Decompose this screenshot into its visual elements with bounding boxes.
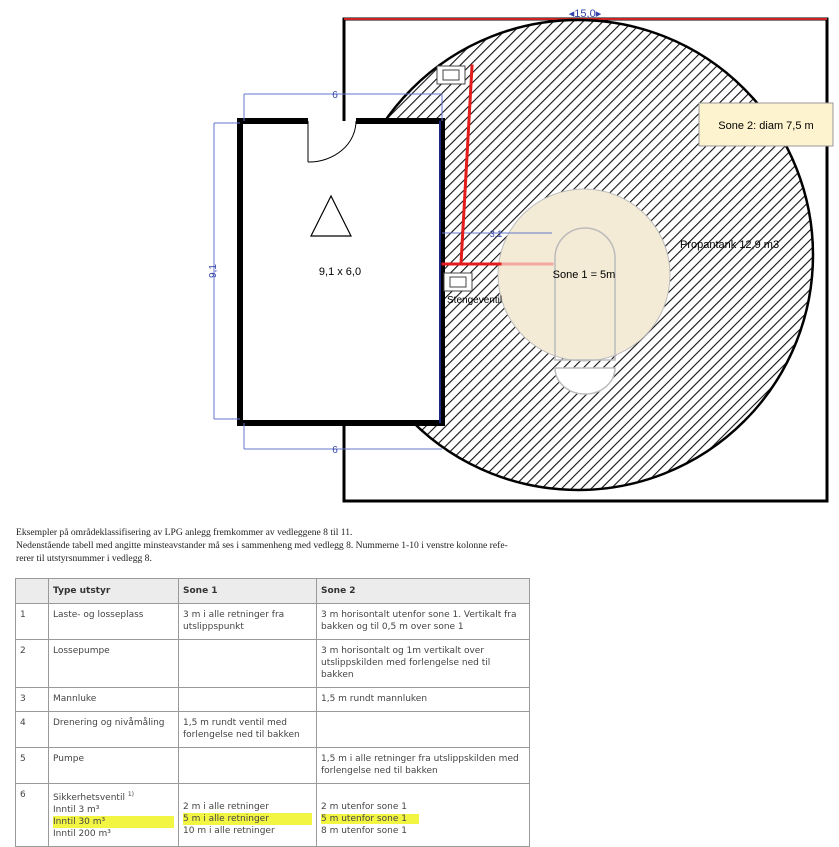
sone1-30m3-highlighted: 5 m i alle retninger [183, 813, 312, 825]
sone1-3m3: 2 m i alle retninger [183, 802, 269, 812]
table-row [16, 712, 530, 748]
cell-sone2 [317, 784, 530, 847]
cell-type: Pumpe [49, 748, 179, 784]
intro-line-1: Eksempler på områdeklassifisering av LPG anlegg fremkommer av vedleggene 8 til 11. [16, 527, 353, 538]
cell-sone2 [317, 712, 530, 748]
table-row [16, 640, 530, 688]
cell-sone2: 1,5 m rundt mannluken [317, 688, 530, 712]
cell-nr: 1 [16, 604, 49, 640]
cell-type: Mannluke [49, 688, 179, 712]
intro-text [16, 526, 536, 565]
intro-line-3: rerer til utstyrsnummer i vedlegg 8. [16, 553, 152, 564]
cell-sone2: 1,5 m i alle retninger fra utslippskilden med forlengelse ned til bakken [317, 748, 530, 784]
small-dim: 3,1 [489, 229, 503, 239]
zone2-callout [699, 103, 833, 146]
sone2-3m3: 2 m utenfor sone 1 [321, 802, 407, 812]
top-width-dim: ◂15,0▸ [568, 8, 602, 20]
sone1-200m3: 10 m i alle retninger [183, 826, 275, 836]
cell-sone1: 3 m i alle retninger fra utslippspunkt [179, 604, 317, 640]
size-200m3: Inntil 200 m³ [53, 829, 111, 839]
table-row [16, 688, 530, 712]
table-header-row [16, 579, 530, 604]
cell-sone1: 1,5 m rundt ventil med forlengelse ned til bakken [179, 712, 317, 748]
footnote-ref: 1) [127, 791, 134, 798]
upper-width-dim: 6 [332, 90, 338, 101]
valve-icon-top [437, 66, 465, 84]
header-type: Type utstyr [49, 579, 179, 604]
cell-type: Lossepumpe [49, 640, 179, 688]
table-row [16, 604, 530, 640]
cell-sone2: 3 m horisontalt utenfor sone 1. Vertikalt fra bakken og til 0,5 m over sone 1 [317, 604, 530, 640]
valve-label: Stengeventil [447, 295, 503, 306]
cell-nr: 6 [16, 784, 49, 847]
safety-valve-title: Sikkerhetsventil $^{1)}$ [53, 791, 134, 803]
cell-sone1 [179, 748, 317, 784]
intro-line-2: Nedenstående tabell med angitte minsteavstander må ses i sammenheng med vedlegg 8. Nummerne 1-10 i venstre kolonne refe- [16, 540, 508, 551]
height-dim: 9,1 [208, 264, 219, 278]
size-3m3: Inntil 3 m³ [53, 805, 100, 815]
zone1-label: Sone 1 = 5m [552, 269, 616, 281]
cell-type: Laste- og losseplass [49, 604, 179, 640]
lower-width-dim: 6 [332, 445, 338, 456]
building-label: 9,1 x 6,0 [318, 266, 362, 278]
cell-sone1 [179, 688, 317, 712]
cell-type: Drenering og nivåmåling [49, 712, 179, 748]
cell-sone2: 3 m horisontalt og 1m vertikalt over utslippskilden med forlengelse ned til bakken [317, 640, 530, 688]
cell-nr: 3 [16, 688, 49, 712]
tank-label: Propantank 12,9 m3 [680, 239, 780, 251]
cell-nr: 5 [16, 748, 49, 784]
sone2-30m3-highlighted: 5 m utenfor sone 1 [321, 813, 525, 825]
valve-icon-bottom [444, 273, 472, 291]
cell-nr: 4 [16, 712, 49, 748]
cell-sone1 [179, 784, 317, 847]
cell-type [49, 784, 179, 847]
header-nr [16, 579, 49, 604]
cell-nr: 2 [16, 640, 49, 688]
table-row-safety-valve [16, 784, 530, 847]
header-sone2: Sone 2 [317, 579, 530, 604]
size-30m3-highlighted: Inntil 30 m³ [53, 816, 174, 828]
table-row [16, 748, 530, 784]
zone-distance-table [15, 578, 530, 847]
zone2-callout-text: Sone 2: diam 7,5 m [718, 120, 814, 132]
sone2-200m3: 8 m utenfor sone 1 [321, 826, 407, 836]
cell-sone1 [179, 640, 317, 688]
header-sone1: Sone 1 [179, 579, 317, 604]
